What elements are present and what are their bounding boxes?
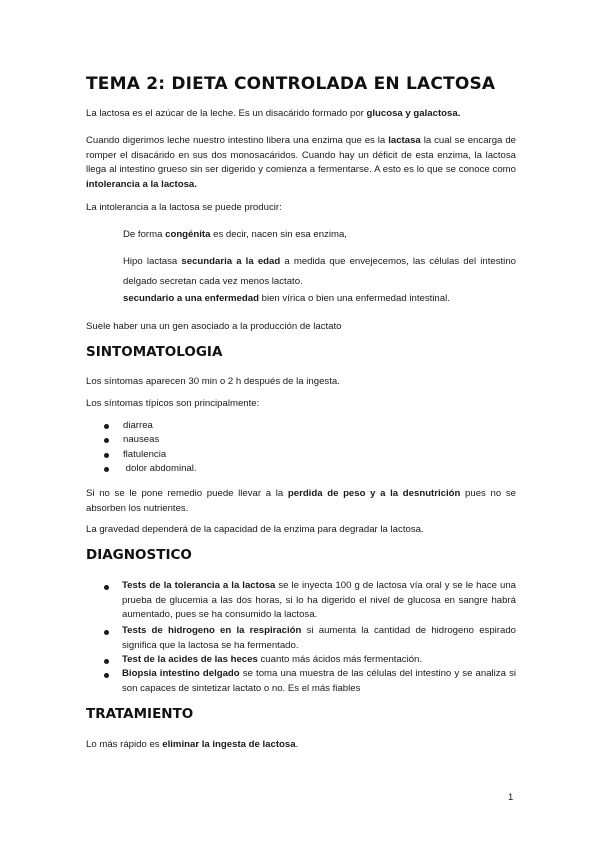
bullet-icon: [104, 467, 109, 472]
bullet-icon: [104, 438, 109, 443]
intro-paragraph-1: La lactosa es el azúcar de la leche. Es un disacárido formado por glucosa y galactosa.: [86, 108, 461, 119]
symptoms-severity: La gravedad dependerá de la capacidad de la enzima para degradar la lactosa.: [86, 524, 424, 535]
treatment-text: Lo más rápido es eliminar la ingesta de lactosa.: [86, 739, 299, 750]
symptom-item: flatulencia: [123, 449, 167, 460]
section-heading-sintomatologia: SINTOMATOLOGIA: [86, 344, 223, 360]
intro-paragraph-3: La intolerancia a la lactosa se puede producir:: [86, 202, 282, 213]
section-heading-diagnostico: DIAGNOSTICO: [86, 547, 192, 563]
intro-paragraph-2: Cuando digerimos leche nuestro intestino libera una enzima que es la lactasa la cual se encarga de romper el disacárido en sus dos monosacáridos. Cuando hay un déficit de esta enzima, la lactosa llega al intestino grueso sin ser digerido y comienza a fermentarse. A esto es lo que se conoce como intolerancia a la lactosa.: [86, 135, 517, 190]
symptom-item: dolor abdominal.: [123, 463, 197, 474]
symptom-item: diarrea: [123, 420, 153, 431]
bullet-icon: [104, 585, 109, 590]
cause-item-enfermedad: secundario a una enfermedad bien vírica o bien una enfermedad intestinal.: [123, 293, 450, 304]
bullet-icon: [104, 659, 109, 664]
gene-note: Suele haber una un gen asociado a la producción de lactato: [86, 321, 342, 332]
bullet-icon: [104, 673, 109, 678]
diagnostic-test-acidity: Test de la acides de las heces cuanto más ácidos más fermentación.: [122, 654, 423, 665]
symptoms-onset: Los síntomas aparecen 30 min o 2 h después de la ingesta.: [86, 376, 340, 387]
symptoms-consequence: Si no se le pone remedio puede llevar a la perdida de peso y a la desnutrición pues no se absorben los nutrientes.: [86, 488, 516, 514]
diagnostic-test-hydrogen: Tests de hidrogeno en la respiración si aumenta la cantidad de hidrogeno espirado significa que la lactosa se ha fermentado.: [122, 625, 517, 651]
cause-item-congenita: De forma congénita es decir, nacen sin esa enzima,: [123, 229, 347, 240]
page-number: 1: [508, 792, 514, 803]
symptom-item: nauseas: [123, 434, 160, 445]
section-heading-tratamiento: TRATAMIENTO: [86, 706, 194, 722]
cause-item-edad: Hipo lactasa secundaria a la edad a medida que envejecemos, las células del intestino delgado secretan cada vez menos lactato.: [123, 256, 516, 287]
bullet-icon: [104, 424, 109, 429]
bullet-icon: [104, 453, 109, 458]
symptoms-intro: Los síntomas típicos son principalmente:: [86, 398, 260, 409]
diagnostic-test-tolerance: Tests de la tolerancia a la lactosa se le inyecta 100 g de lactosa vía oral y se le hace una prueba de glucemia a las dos horas, si lo ha digerido el nivel de glucosa en sangre habrá aumentado, pues se ha consumido la lactosa.: [122, 580, 517, 621]
diagnostic-test-biopsy: Biopsia intestino delgado se toma una muestra de las células del intestino y se analiza si son capaces de sintetizar lactato o no. Es el más fiables: [122, 668, 516, 694]
bullet-icon: [104, 630, 109, 635]
page-title: TEMA 2: DIETA CONTROLADA EN LACTOSA: [86, 74, 496, 94]
